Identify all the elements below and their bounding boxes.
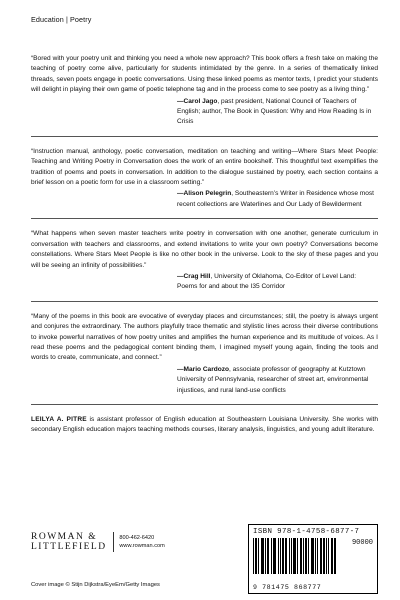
divider bbox=[31, 218, 378, 219]
author-bio-text: is assistant professor of English education at Southeastern Louisiana University. She works with secondary English education majors teaching methods courses, literary analysis, linguistics, and young adult literature. bbox=[31, 415, 378, 434]
author-bio bbox=[31, 415, 378, 436]
endorsement-1-attribution bbox=[31, 97, 378, 128]
endorsement-3-name: —Crag Hill bbox=[177, 272, 211, 280]
endorsement-4-name: —Mario Cardozo bbox=[177, 365, 230, 373]
divider bbox=[31, 136, 378, 137]
publisher-contact bbox=[119, 534, 164, 550]
endorsement-2-name: —Alison Pelegrin bbox=[177, 190, 232, 198]
publisher-block bbox=[31, 532, 165, 552]
endorsement-3-affiliation: , University of Oklahoma, Co-Editor of Level Land: Poems for and about the I35 Corridor bbox=[177, 272, 357, 291]
endorsement-3-attribution bbox=[31, 272, 378, 293]
endorsement-2-text: “Instruction manual, anthology, poetic conversation, meditation on teaching and writing—Where Stars Meet People: Teaching and Writing Poetry in Conversation does the work of an entire bookshelf. This thoughtful text exemplifies the tradition of poems and poets in conversation. In addition to the dialogue sustained by poetry, each section contains a brief lesson on a poetic form for use in a classroom setting.” bbox=[31, 147, 378, 187]
endorsement-1-name: —Carol Jago bbox=[177, 97, 218, 105]
endorsement-4-affiliation: , associate professor of geography at Kutztown University of Pennsylvania, researcher of street art, environmental injustices, and rural land-use conflicts bbox=[177, 365, 369, 394]
endorsement-3 bbox=[31, 229, 378, 292]
isbn-label: ISBN 978-1-4758-6877-7 bbox=[253, 528, 360, 536]
endorsement-4 bbox=[31, 312, 378, 396]
cover-credit: Cover image © Stijn Dijkstra/EyeEm/Getty Images bbox=[31, 582, 160, 588]
endorsement-2-attribution bbox=[31, 189, 378, 210]
publisher-phone: 800-462-6420 bbox=[119, 535, 155, 541]
publisher-logo-line-2: LITTLEFIELD bbox=[31, 542, 107, 552]
publisher-logo bbox=[31, 532, 107, 552]
divider bbox=[31, 404, 378, 405]
endorsement-4-text: “Many of the poems in this book are evocative of everyday places and circumstances; still, the poetry is always urgent and conjures the extraordinary. The authors playfully trace thematic and stylistic lines across their diverse contributions to invoke powerful narratives of how poetry unites and amplifies the human experience and its multitude of voices. As I read these poems and the pedagogical content binding them, I imagined myself young again, finding the tools and words to create, communicate, and connect.” bbox=[31, 312, 378, 362]
publisher-separator bbox=[113, 532, 114, 552]
footer bbox=[31, 524, 378, 594]
author-name: LEILYA A. PITRE bbox=[31, 415, 87, 423]
publisher-website[interactable]: www.rowman.com bbox=[119, 543, 165, 549]
ean-barcode bbox=[253, 538, 337, 582]
barcode-digits: 9 781475 868777 bbox=[253, 584, 322, 591]
endorsement-4-attribution bbox=[31, 365, 378, 396]
divider bbox=[31, 301, 378, 302]
price-code: 90000 bbox=[351, 539, 373, 547]
endorsement-2-affiliation: , Southeastern’s Writer in Residence whose most recent collections are Waterlines and Our Lady of Bewilderment bbox=[177, 190, 374, 208]
publisher-logo-line-1: ROWMAN & bbox=[31, 532, 98, 542]
endorsement-3-text: “What happens when seven master teachers write poetry in conversation with one another, generate curriculum in conversation with teachers and classrooms, and extend invitations to write your own poetry? Conversations become constellations. Where Stars Meet People is like no other book in the universe. Look to the sky of these pages and you will be seeing an infinity of possibilities.” bbox=[31, 230, 378, 269]
barcode-box bbox=[248, 524, 378, 594]
category-label: Education | Poetry bbox=[31, 15, 92, 24]
endorsement-2 bbox=[31, 147, 378, 210]
endorsement-1 bbox=[31, 54, 378, 128]
endorsement-1-text: “Bored with your poetry unit and thinking you need a whole new approach? This book offers a fresh take on making the teaching of poetry come alive, particularly for students intimidated by the genre. In a series of thematically linked threads, seven poets engage in poetic conversations. Using these linked poems as mentor texts, I predict your students will delight in playing their own game of poetic telephone tag and in the process come to see poetry as a living thing.” bbox=[31, 55, 378, 94]
endorsement-1-affiliation: , past president, National Council of Teachers of English; author, The Book in Question: Why and How Reading Is in Crisis bbox=[177, 97, 372, 126]
